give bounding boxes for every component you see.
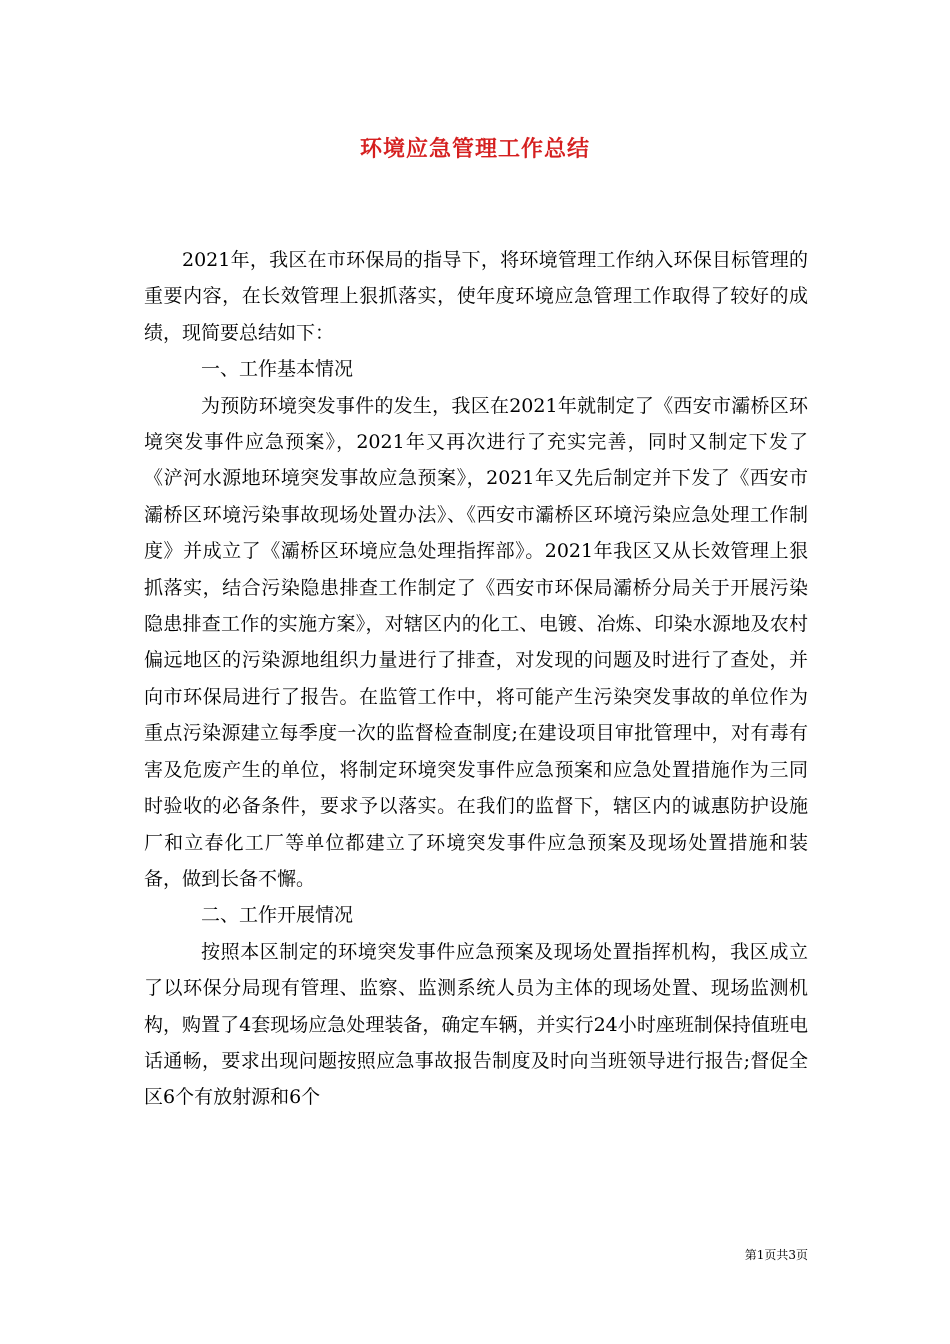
- section-heading-progress: 二、工作开展情况: [201, 904, 354, 927]
- document-title: 环境应急管理工作总结: [359, 136, 590, 162]
- document-body: [144, 242, 808, 1116]
- section-heading-basic: 一、工作基本情况: [201, 358, 354, 381]
- body-paragraph-progress: 按照本区制定的环境突发事件应急预案及现场处置指挥机构，我区成立了以环保分局现有管理、监察、监测系统人员为主体的现场处置、现场监测机构，购置了4套现场应急处理装备，确定车辆，并实行24小时座班制保持值班电话通畅，要求出现问题按照应急事故报告制度及时向当班领导进行报告;督促全区6个有放射源和6个: [144, 940, 808, 1109]
- page-number: 第1页共3页: [744, 1248, 808, 1262]
- intro-paragraph: 2021年，我区在市环保局的指导下，将环境管理工作纳入环保目标管理的重要内容，在长效管理上狠抓落实，使年度环境应急管理工作取得了较好的成绩，现简要总结如下：: [144, 249, 808, 344]
- body-paragraph-basic: 为预防环境突发事件的发生，我区在2021年就制定了《西安市灞桥区环境突发事件应急预案》，2021年又再次进行了充实完善，同时又制定下发了《浐河水源地环境突发事故应急预案》，2021年又先后制定并下发了《西安市灞桥区环境污染事故现场处置办法》、《西安市灞桥区环境污染应急处理工作制度》并成立了《灞桥区环境应急处理指挥部》。2021年我区又从长效管理上狠抓落实，结合污染隐患排查工作制定了《西安市环保局灞桥分局关于开展污染隐患排查工作的实施方案》，对辖区内的化工、电镀、冶炼、印染水源地及农村偏远地区的污染源地组织力量进行了排查，对发现的问题及时进行了查处，并向市环保局进行了报告。在监管工作中，将可能产生污染突发事故的单位作为重点污染源建立每季度一次的监督检查制度;在建设项目审批管理中，对有毒有害及危废产生的单位，将制定环境突发事件应急预案和应急处置措施作为三同时验收的必备条件，要求予以落实。在我们的监督下，辖区内的诚惠防护设施厂和立春化工厂等单位都建立了环境突发事件应急预案及现场处置措施和装备，做到长备不懈。: [144, 394, 808, 890]
